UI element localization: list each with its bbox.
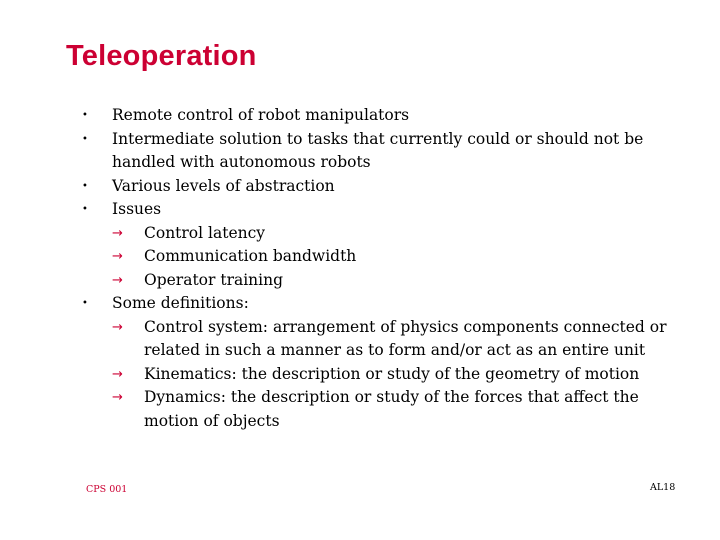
sub-bullet-text: Operator training [144, 270, 284, 289]
sub-bullet-item [80, 222, 700, 246]
bullet-item [80, 198, 700, 222]
bullet-text: Intermediate solution to tasks that currently could or should not be handled with autonomous robots [112, 129, 644, 171]
bullet-text: Issues [112, 200, 162, 218]
bullet-text: Some definitions: [112, 294, 249, 312]
sub-bullet-item [80, 245, 700, 269]
bullet-icon: • [82, 133, 88, 145]
sub-list [80, 222, 700, 293]
slide-title: Teleoperation [66, 40, 257, 72]
sub-list [80, 316, 700, 434]
sub-bullet-text: Control latency [144, 223, 266, 242]
sub-bullet-item [80, 363, 700, 387]
bullet-list [80, 104, 700, 433]
bullet-icon: • [82, 298, 88, 309]
arrow-icon: → [112, 225, 123, 241]
bullet-icon: • [82, 204, 88, 215]
arrow-icon: → [112, 366, 123, 382]
sub-bullet-item [80, 316, 700, 363]
bullet-text: Various levels of abstraction [112, 176, 335, 195]
bullet-icon: • [82, 180, 88, 192]
sub-bullet-text: Dynamics: the description or study of the forces that affect the motion of objects [144, 388, 639, 430]
sub-bullet-text: Communication bandwidth [144, 247, 357, 265]
arrow-icon: → [112, 390, 123, 405]
bullet-item [80, 128, 700, 175]
sub-bullet-item [80, 386, 700, 433]
sub-bullet-item [80, 269, 700, 293]
footer-slide-id: AL18 [650, 482, 676, 493]
bullet-item [80, 175, 700, 199]
arrow-icon: → [112, 319, 123, 335]
bullet-item [80, 104, 700, 128]
footer-course-code: CPS 001 [86, 484, 128, 495]
sub-bullet-text: Control system: arrangement of physics components connected or related in such a manner as to form and/or act as an entire unit [144, 317, 667, 359]
bullet-text: Remote control of robot manipulators [112, 106, 410, 124]
bullet-item [80, 292, 700, 316]
sub-bullet-text: Kinematics: the description or study of the geometry of motion [144, 364, 640, 383]
arrow-icon: → [112, 249, 123, 264]
arrow-icon: → [112, 272, 123, 288]
bullet-icon: • [82, 110, 88, 121]
